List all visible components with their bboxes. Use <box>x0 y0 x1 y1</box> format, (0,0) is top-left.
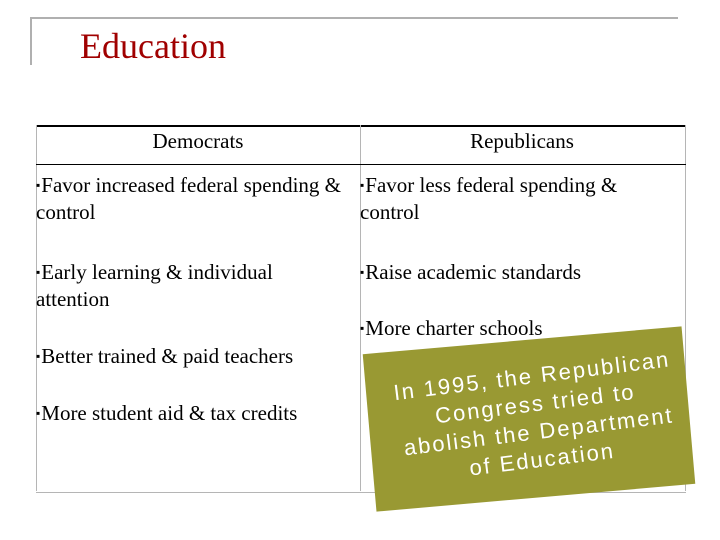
democrats-item: ▪Early learning & individual attention <box>36 260 273 311</box>
header-democrats: Democrats <box>152 129 244 153</box>
header-divider <box>36 164 686 165</box>
bullet-icon: ▪ <box>360 178 365 192</box>
bullet-icon: ▪ <box>36 349 41 363</box>
republicans-item: ▪Favor less federal spending & control <box>360 173 618 224</box>
slide-frame-top-line <box>30 17 678 19</box>
header-republicans: Republicans <box>470 129 574 153</box>
democrats-item: ▪Favor increased federal spending & control <box>36 173 341 224</box>
bullet-icon: ▪ <box>36 265 41 279</box>
democrats-item: ▪More student aid & tax credits <box>36 401 298 425</box>
republicans-item: ▪More charter schools <box>360 316 543 340</box>
slide-title: Education <box>80 26 226 66</box>
bullet-icon: ▪ <box>360 265 365 279</box>
republicans-item: ▪Raise academic standards <box>360 260 582 284</box>
bullet-icon: ▪ <box>36 406 41 420</box>
bullet-icon: ▪ <box>36 178 41 192</box>
bullet-icon: ▪ <box>360 321 365 335</box>
slide-frame-left-line <box>30 17 32 65</box>
callout-text: In 1995, the Republican Congress tried to abolish the Department of Education <box>392 346 675 481</box>
democrats-item: ▪Better trained & paid teachers <box>36 344 294 368</box>
